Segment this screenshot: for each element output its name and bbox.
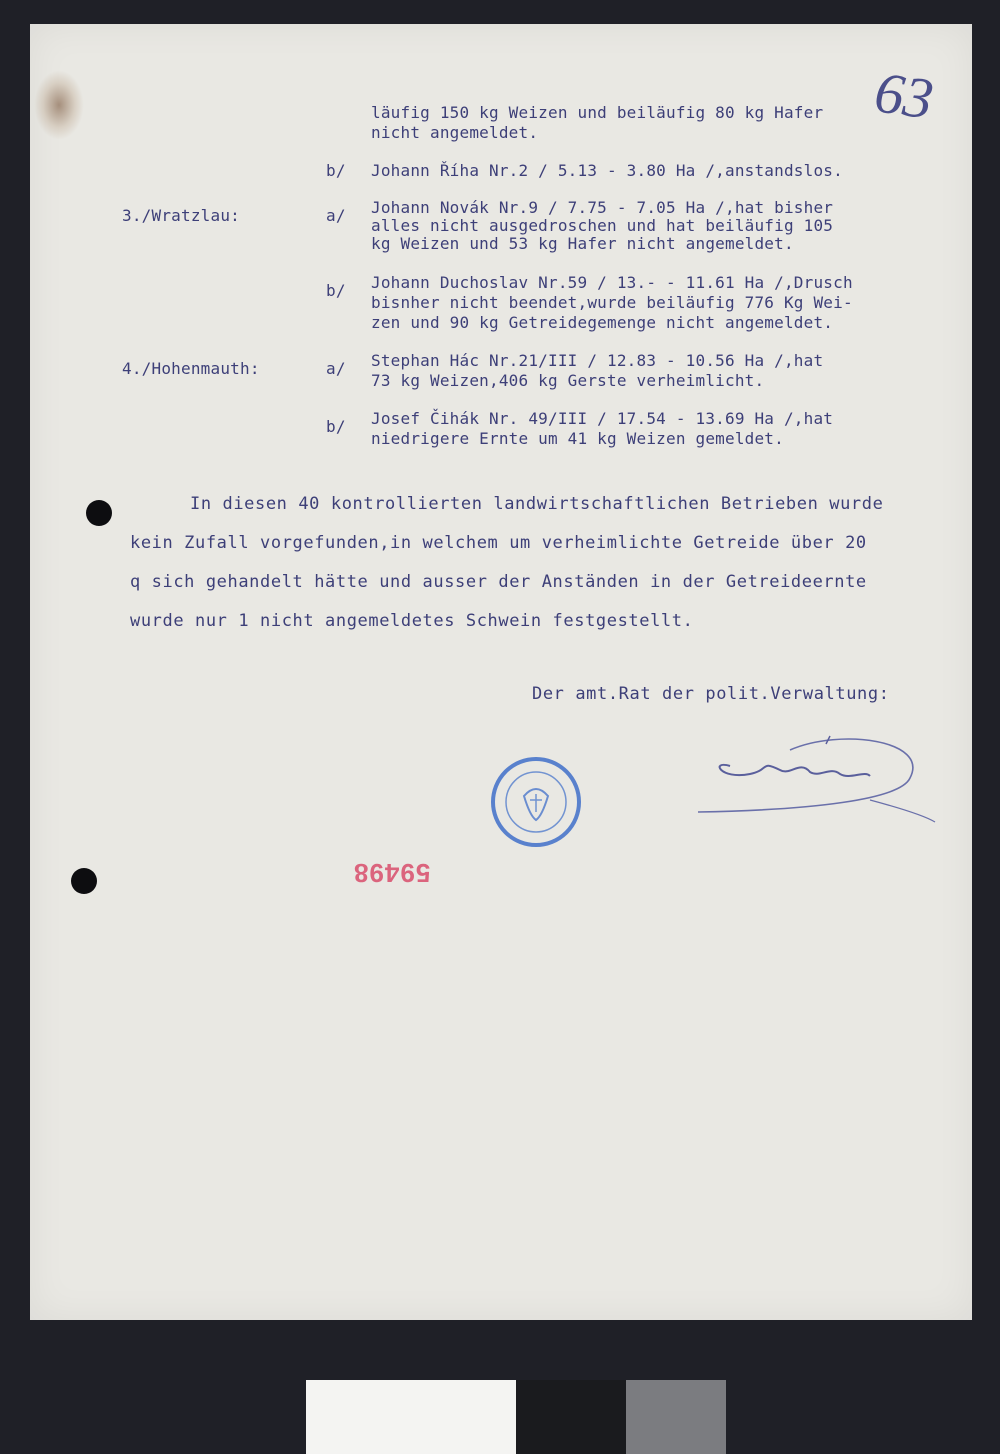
rust-stain — [34, 70, 84, 140]
line-cihak-1: Josef Čihák Nr. 49/III / 17.54 - 13.69 Ha /,hat — [371, 409, 834, 428]
calibration-swatch-grey — [626, 1380, 726, 1454]
line-2: nicht angemeldet. — [371, 123, 539, 142]
paragraph-line-4: wurde nur 1 nicht angemeldetes Schwein festgestellt. — [130, 611, 694, 631]
line-duchoslav-1: Johann Duchoslav Nr.59 / 13.- - 11.61 Ha /,Drusch — [371, 273, 853, 292]
line-novak-1: Johann Novák Nr.9 / 7.75 - 7.05 Ha /,hat bisher — [371, 198, 834, 217]
line-duchoslav-2: bisnher nicht beendet,wurde beiläufig 776 Kg Wei- — [371, 293, 853, 312]
calibration-swatch-black — [516, 1380, 626, 1454]
item-b-marker: b/ — [326, 417, 346, 436]
calibration-swatch-white — [306, 1380, 516, 1454]
item-b-marker: b/ — [326, 161, 346, 180]
line-1: läufig 150 kg Weizen und beiläufig 80 kg Hafer — [371, 103, 824, 122]
line-novak-2: alles nicht ausgedroschen und hat beiläufig 105 — [371, 216, 834, 235]
line-novak-3: kg Weizen und 53 kg Hafer nicht angemeldet. — [371, 234, 794, 253]
punch-hole-top — [86, 500, 112, 526]
line-cihak-2: niedrigere Ernte um 41 kg Weizen gemeldet. — [371, 429, 784, 448]
item-a-marker: a/ — [326, 359, 346, 378]
line-riha: Johann Říha Nr.2 / 5.13 - 3.80 Ha /,anstandslos. — [371, 161, 843, 180]
punch-hole-bottom — [71, 868, 97, 894]
folio-number: 63 — [870, 59, 938, 132]
closing-title: Der amt.Rat der polit.Verwaltung: — [532, 684, 890, 704]
section-wratzlau: 3./Wratzlau: — [122, 206, 240, 225]
handwritten-signature — [690, 730, 950, 830]
line-hac-1: Stephan Hác Nr.21/III / 12.83 - 10.56 Ha /,hat — [371, 351, 824, 370]
paragraph-line-1: In diesen 40 kontrollierten landwirtschaftlichen Betrieben wurde — [190, 494, 884, 514]
red-number-stamp: 59498 — [353, 858, 431, 888]
line-hac-2: 73 kg Weizen,406 kg Gerste verheimlicht. — [371, 371, 765, 390]
paragraph-line-3: q sich gehandelt hätte und ausser der Anständen in der Getreideernte — [130, 572, 867, 592]
section-hohenmauth: 4./Hohenmauth: — [122, 359, 260, 378]
official-seal-stamp — [490, 756, 582, 848]
item-a-marker: a/ — [326, 206, 346, 225]
line-duchoslav-3: zen und 90 kg Getreidegemenge nicht angemeldet. — [371, 313, 834, 332]
paragraph-line-2: kein Zufall vorgefunden,in welchem um verheimlichte Getreide über 20 — [130, 533, 867, 553]
item-b-marker: b/ — [326, 281, 346, 300]
